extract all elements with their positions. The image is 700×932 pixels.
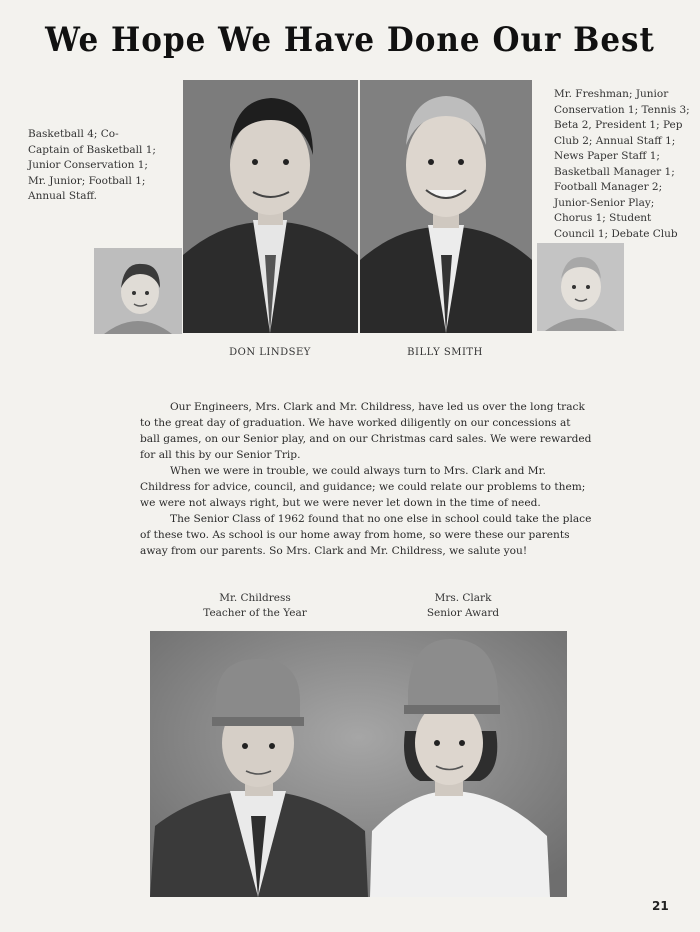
childress-name: Mr. Childress [219, 592, 291, 604]
body-paragraph: The Senior Class of 1962 found that no one else in school could take the place of these two. As school is our home away from home, so were these our parents away from our parents. So Mrs. Clark and Mr. Childress, we salute you! [140, 513, 592, 557]
clark-award: Senior Award [426, 607, 500, 619]
right-student-name: BILLY SMITH [407, 347, 483, 358]
body-text [140, 399, 592, 559]
body-paragraph: Our Engineers, Mrs. Clark and Mr. Childress, have led us over the long track to the great day of graduation. We have worked diligently on our concessions at ball games, on our Senior play, and on our Christmas card sales. We were rewarded for all this by our Senior Trip. [140, 401, 592, 461]
right-child-photo [537, 243, 624, 331]
teachers-photo [150, 631, 567, 897]
childress-award: Teacher of the Year [203, 607, 307, 619]
left-student-name: DON LINDSEY [229, 347, 311, 358]
don-lindsey-portrait [183, 80, 358, 333]
page-number: 21 [652, 899, 669, 913]
childress-label [190, 591, 320, 621]
clark-label [398, 591, 528, 621]
page-title: We Hope We Have Done Our Best [45, 20, 655, 60]
billy-smith-portrait [360, 80, 532, 333]
clark-name: Mrs. Clark [434, 592, 492, 604]
left-student-activities: Basketball 4; Co-Captain of Basketball 1; Junior Conservation 1; Mr. Junior; Football 1; Annual Staff. [28, 128, 156, 202]
right-student-activities: Mr. Freshman; Junior Conservation 1; Tennis 3; Beta 2, President 1; Pep Club 2; Annual Staff 1; News Paper Staff 1; Basketball Manager 1; Football Manager 2; Junior-Senior Play; Chorus 1; Student Council 1; Debate Club [554, 88, 690, 240]
left-child-photo [94, 248, 182, 334]
body-paragraph: When we were in trouble, we could always turn to Mrs. Clark and Mr. Childress for advice, council, and guidance; we could relate our problems to them; we were not always right, but we were never let down in the time of need. [140, 465, 586, 509]
